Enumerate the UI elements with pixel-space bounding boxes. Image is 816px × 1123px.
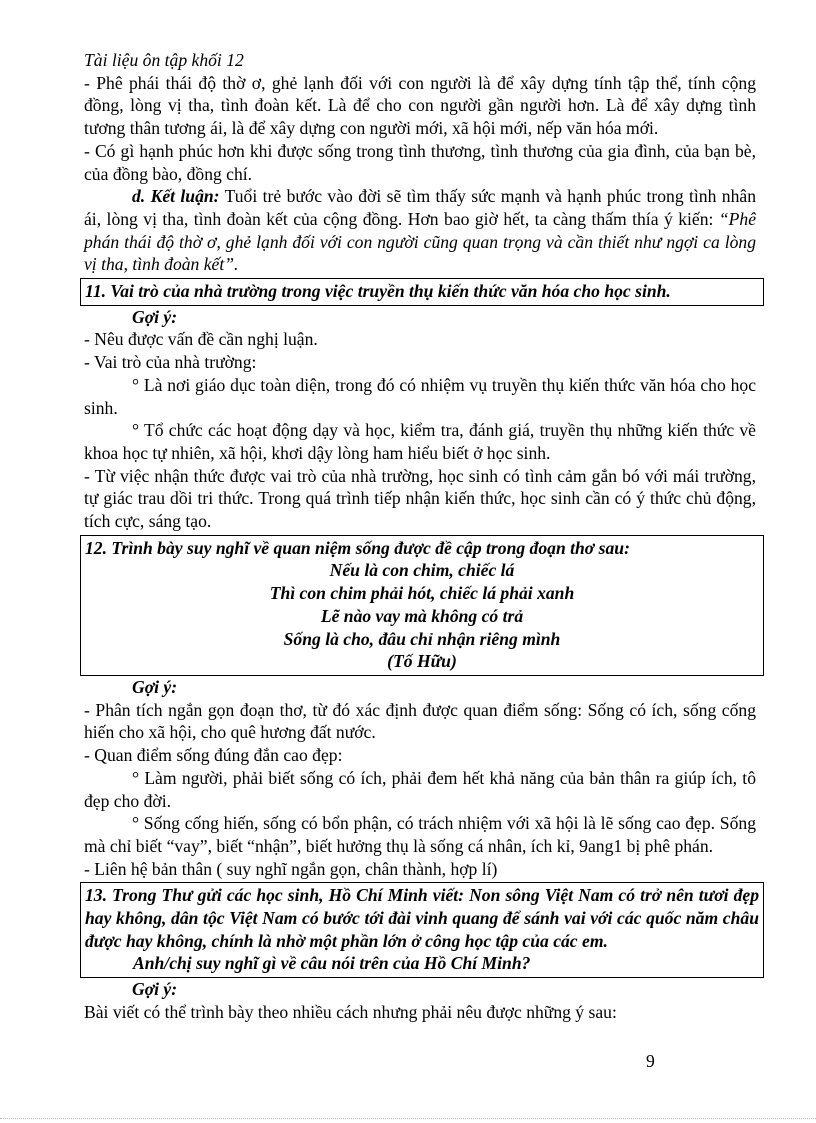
q11-line-4: ° Tổ chức các hoạt động dạy và học, kiểm tra, đánh giá, truyền thụ những kiến thức về khoa học tự nhiên, xã hội, khơi dậy lòng ham hiểu biết ở học sinh. [84,420,756,463]
q11-line-2: - Vai trò của nhà trường: [84,352,257,373]
q11-line-3: ° Là nơi giáo dục toàn diện, trong đó có nhiệm vụ truyền thụ kiến thức văn hóa cho học sinh. [84,374,756,418]
poem-verse-1: Nếu là con chim, chiếc lá [329,560,515,581]
conclusion-text: Tuổi trẻ bước vào đời sẽ tìm thấy sức mạnh và hạnh phúc trong tình nhân ái, lòng vị tha, tình đoàn kết của cộng đồng. Hơn bao giờ hết, ta càng thấm thía ý kiến: [84,186,756,229]
question-13-prompt: Anh/chị suy nghĩ gì về câu nói trên của Hồ Chí Minh? [133,953,531,974]
poem-author: (Tố Hữu) [387,651,457,672]
q12-hint-heading: Gợi ý: [132,676,178,697]
document-page [84,49,759,1024]
question-13-box [80,882,764,978]
q11-line-5: - Từ việc nhận thức được vai trò của nhà trường, học sinh có tình cảm gắn bó với mái trường, tự giác trau dồi tri thức. Trong quá trình tiếp nhận kiến thức, học sinh cần có ý thức chủ động, tích cực, sáng tạo. [84,465,756,532]
q13-hint-heading: Gợi ý: [132,979,178,1000]
q12-line-2: - Quan điểm sống đúng đắn cao đẹp: [84,745,343,766]
poem-verse-2: Thì con chim phải hót, chiếc lá phải xanh [269,583,575,604]
conclusion-paragraph [84,185,756,276]
intro-paragraph-1: - Phê phái thái độ thờ ơ, ghẻ lạnh đối với con người là để xây dựng tính tập thể, tính cộng đồng, lòng vị tha, tình đoàn kết. Là để cho con người gần người hơn. Là để xây dựng tình tương thân tương ái, là để xây dựng con người mới, xã hội mới, nếp văn hóa mới. [84,72,756,139]
conclusion-label: d. Kết luận: [132,186,220,207]
intro-paragraph-2: - Có gì hạnh phúc hơn khi được sống trong tình thương, tình thương của gia đình, của bạn bè, của đồng bào, đồng chí. [84,140,756,184]
q12-line-1: - Phân tích ngắn gọn đoạn thơ, từ đó xác định được quan điểm sống: Sống có ích, sống cống hiến cho xã hội, cho quê hương đất nước. [84,699,756,743]
q12-line-4: ° Sống cống hiến, sống có bổn phận, có trách nhiệm với xã hội là lẽ sống cao đẹp. Sống mà chỉ biết “vay”, biết “nhận”, biết hưởng thụ là sống cá nhân, ích kỉ, 9ang1 bị phê phán. [84,813,756,856]
question-12-title: 12. Trình bày suy nghĩ về quan niệm sống được đề cập trong đoạn thơ sau: [85,537,630,558]
poem-verse-4: Sống là cho, đâu chỉ nhận riêng mình [283,628,561,649]
page-number: 9 [646,1051,655,1071]
q11-line-1: - Nêu được vấn đề cần nghị luận. [84,329,318,350]
q11-hint-heading: Gợi ý: [132,306,178,327]
question-13-title: 13. Trong Thư gửi các học sinh, Hồ Chí Minh viết: Non sông Việt Nam có trở nên tươi đẹp hay không, dân tộc Việt Nam có bước tới đài vinh quang để sánh vai với các quốc năm châu được hay không, chính là nhờ một phần lớn ở công học tập của các em. [85,885,759,951]
question-12-box [80,535,764,676]
page-bottom-divider [0,1118,816,1119]
q12-line-5: - Liên hệ bản thân ( suy nghĩ ngắn gọn, chân thành, hợp lí) [84,858,498,879]
q12-line-3: ° Làm người, phải biết sống có ích, phải đem hết khả năng của bản thân ra giúp ích, tô đẹp cho đời. [84,767,756,811]
running-header: Tài liệu ôn tập khối 12 [84,50,244,70]
question-11-box [80,278,764,306]
poem-verse-3: Lẽ nào vay mà không có trả [320,605,524,626]
q13-line-1: Bài viết có thể trình bày theo nhiều cách nhưng phải nêu được những ý sau: [84,1001,617,1022]
conclusion-quote: “Phê phán thái độ thờ ơ, ghẻ lạnh đối với con người cũng quan trọng và cần thiết như ngợi ca lòng vị tha, tình đoàn kết”. [84,208,756,275]
question-11-title: 11. Vai trò của nhà trường trong việc truyền thụ kiến thức văn hóa cho học sinh. [85,281,671,302]
